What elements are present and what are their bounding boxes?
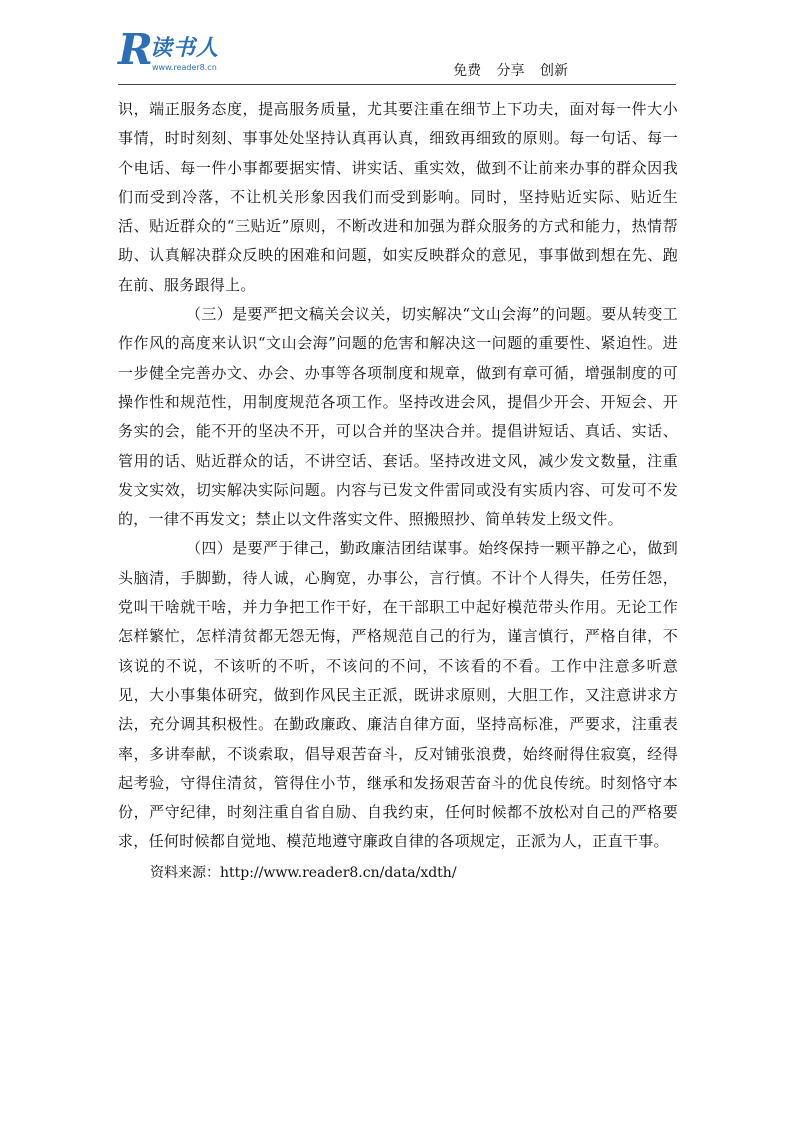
nav-free[interactable]: 免费 bbox=[453, 63, 482, 79]
nav-share[interactable]: 分享 bbox=[496, 63, 525, 79]
header-nav bbox=[442, 61, 568, 81]
nav-innovate[interactable]: 创新 bbox=[540, 63, 568, 79]
logo-url: www.reader8.cn bbox=[152, 63, 217, 72]
page-header bbox=[118, 25, 676, 85]
site-logo[interactable] bbox=[118, 25, 258, 80]
paragraph-2: （三）是要严把文稿关会议关，切实解决“文山会海”的问题。要从转变工作作风的高度来认识“文山会海”问题的危害和解决这一问题的重要性、紧迫性。进一步健全完善办文、办会、办事等各项制度和规章，做到有章可循，增强制度的可操作性和规范性，用制度规范各项工作。坚持改进会风，提倡少开会、开短会、开务实的会，能不开的坚决不开，可以合并的坚决合并。提倡讲短话、真话、实话、管用的话、贴近群众的话，不讲空话、套话。坚持改进文风，减少发文数量，注重发文实效，切实解决实际问题。内容与已发文件雷同或没有实质内容、可发可不发的，一律不再发文；禁止以文件落实文件、照搬照抄、简单转发上级文件。 bbox=[118, 305, 678, 529]
paragraph-3: （四）是要严于律己，勤政廉洁团结谋事。始终保持一颗平静之心，做到头脑清，手脚勤，待人诚，心胸宽，办事公，言行慎。不计个人得失，任劳任怨，党叫干啥就干啥，并力争把工作干好，在干部职工中起好模范带头作用。无论工作怎样繁忙，怎样清贫都无怨无悔，严格规范自己的行为，谨言慎行，严格自律，不该说的不说，不该听的不听，不该问的不问，不该看的不看。工作中注意多听意见，大小事集体研究，做到作风民主正派，既讲求原则，大胆工作，又注意讲求方法，充分调其积极性。在勤政廉政、廉洁自律方面，坚持高标准，严要求，注重表率，多讲奉献，不谈索取，倡导艰苦奋斗，反对铺张浪费，始终耐得住寂寞，经得起考验，守得住清贫，管得住小节，继承和发扬艰苦奋斗的优良传统。时刻恪守本份，严守纪律，时刻注重自省自励、自我约束，任何时候都不放松对自己的严格要求，任何时候都自觉地、模范地遵守廉政自律的各项规定，正派为人，正直干事。 bbox=[118, 539, 678, 851]
logo-text: 读书人 bbox=[150, 36, 220, 61]
paragraph-1: 识，端正服务态度，提高服务质量，尤其要注重在细节上下功夫，面对每一件大小事情，时时刻刻、事事处处坚持认真再认真，细致再细致的原则。每一句话、每一个电话、每一件小事都要据实情、讲实话、重实效，做到不让前来办事的群众因我们而受到冷落，不让机关形象因我们而受到影响。同时，坚持贴近实际、贴近生活、贴近群众的“三贴近”原则，不断改进和加强为群众服务的方式和能力，热情帮助、认真解决群众反映的困难和问题，如实反映群众的意见，事事做到想在先、跑在前、服务跟得上。 bbox=[118, 100, 678, 294]
document-body bbox=[118, 95, 678, 885]
logo-letter: R bbox=[118, 25, 153, 74]
source-line: 资料来源：http://www.reader8.cn/data/xdth/ bbox=[150, 864, 457, 881]
